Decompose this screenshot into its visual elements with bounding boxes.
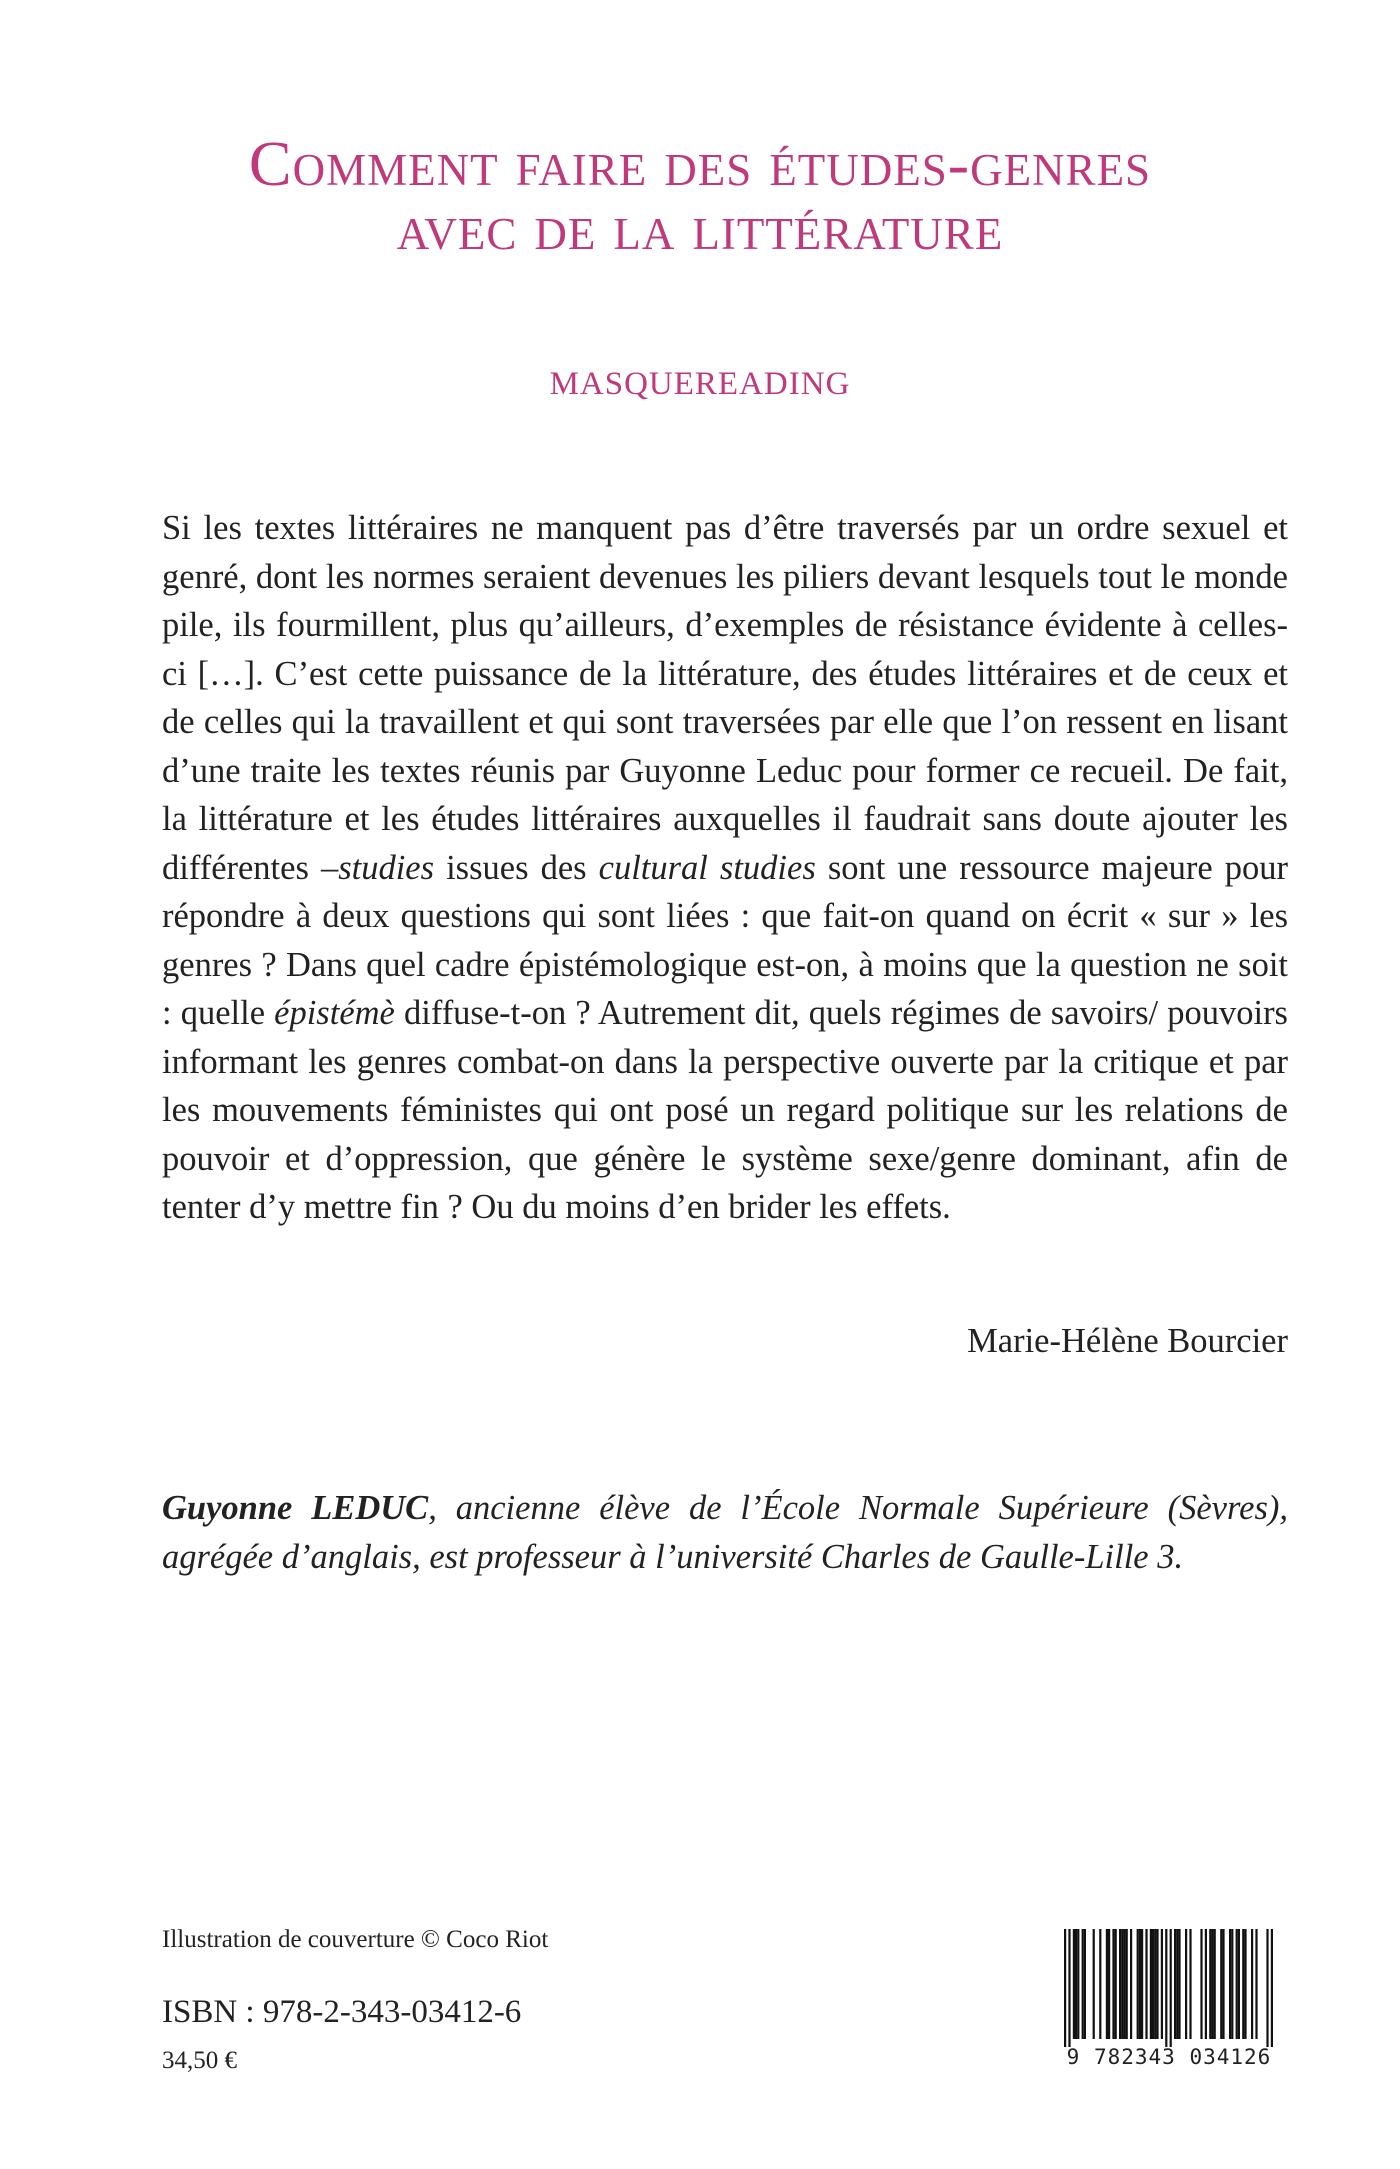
barcode-bar bbox=[1073, 1929, 1075, 2039]
barcode-bar bbox=[1068, 1929, 1070, 2047]
illustration-credit: Illustration de couverture © Coco Riot bbox=[162, 1926, 549, 1953]
barcode bbox=[1044, 1929, 1294, 2074]
barcode-bar bbox=[1064, 1929, 1066, 2047]
barcode-bar bbox=[1141, 1929, 1143, 2039]
barcode-bar bbox=[1211, 1929, 1213, 2039]
barcode-bar bbox=[1123, 1929, 1125, 2039]
barcode-bar bbox=[1170, 1929, 1172, 2047]
barcode-bar bbox=[1229, 1929, 1231, 2039]
author-bio bbox=[162, 1484, 1288, 1581]
barcode-bar bbox=[1145, 1929, 1147, 2039]
barcode-bar bbox=[1236, 1929, 1238, 2039]
barcode-bar bbox=[1084, 1929, 1086, 2039]
barcode-bar bbox=[1093, 1929, 1095, 2039]
barcode-bar bbox=[1220, 1929, 1222, 2039]
barcode-bar bbox=[1242, 1929, 1244, 2039]
barcode-bar bbox=[1130, 1929, 1132, 2039]
blurb-text bbox=[162, 504, 1288, 1232]
barcode-bar bbox=[1238, 1929, 1240, 2039]
barcode-bar bbox=[1150, 1929, 1152, 2039]
barcode-bar bbox=[1126, 1929, 1128, 2039]
price: 34,50 € bbox=[162, 2047, 237, 2074]
barcode-bar bbox=[1189, 1929, 1191, 2039]
blurb-signature: Marie-Hélène Bourcier bbox=[967, 1322, 1288, 1360]
blurb-part-2: issues des bbox=[434, 848, 599, 887]
author-name: Guyonne LEDUC bbox=[162, 1489, 429, 1527]
barcode-bar bbox=[1161, 1929, 1163, 2039]
barcode-bar bbox=[1205, 1929, 1207, 2039]
barcode-bar bbox=[1112, 1929, 1114, 2039]
barcode-bar bbox=[1185, 1929, 1187, 2039]
barcode-bar bbox=[1178, 1929, 1180, 2039]
barcode-bar bbox=[1200, 1929, 1202, 2039]
barcode-bar bbox=[1115, 1929, 1117, 2039]
blurb-part-4: diffuse-t-on ? Autrement dit, quels régimes de savoirs/ pouvoirs informant les genres combat-on dans la perspective ouverte par la critique et par les mouvements féministes qui ont posé un regard politique sur les relations de pouvoir et d’oppression, que génère le système sexe/genre dominant, afin de tenter d’y mettre fin ? Ou du moins d’en brider les effets. bbox=[162, 994, 1288, 1226]
isbn: ISBN : 978-2-343-03412-6 bbox=[162, 1994, 522, 2030]
barcode-bar bbox=[1156, 1929, 1158, 2039]
barcode-bar bbox=[1121, 1929, 1123, 2039]
barcode-bar bbox=[1137, 1929, 1139, 2039]
barcode-bar bbox=[1082, 1929, 1084, 2039]
barcode-bar bbox=[1108, 1929, 1110, 2039]
barcode-bar bbox=[1075, 1929, 1077, 2039]
barcode-bar bbox=[1209, 1929, 1211, 2039]
book-subtitle: MASQUEREADING bbox=[549, 366, 851, 402]
book-title-line-2: avec de la littérature bbox=[396, 192, 1004, 263]
barcode-digits: 9 782343 034126 bbox=[1066, 2045, 1272, 2069]
barcode-bar bbox=[1214, 1929, 1216, 2039]
blurb-italic-3: épistémè bbox=[274, 994, 395, 1032]
barcode-bar bbox=[1165, 1929, 1167, 2047]
blurb-part-1: Si les textes littéraires ne manquent pas d’être traversés par un ordre sexuel et genré, dont les normes seraient devenues les piliers devant lesquels tout le monde pile, ils fourmillent, plus qu’ailleurs, d’exemples de résistance évidente à celles-ci […]. C’est cette puissance de la littérature, des études littéraires et de ceux et de celles qui la travaillent et qui sont traversées par elle que l’on ressent en lisant d’une traite les textes réunis par Guyonne Leduc pour former ce recueil. De fait, la littérature et les études littéraires auxquelles il faudrait sans doute ajouter les différentes bbox=[162, 509, 1288, 887]
barcode-bar bbox=[1154, 1929, 1156, 2039]
barcode-bars bbox=[1044, 1929, 1294, 2047]
book-title bbox=[100, 128, 1300, 263]
barcode-bar bbox=[1119, 1929, 1121, 2039]
barcode-bar bbox=[1251, 1929, 1253, 2039]
barcode-bar bbox=[1152, 1929, 1154, 2039]
blurb-part-3: sont une ressource majeure pour répondre à deux questions qui sont liées : que fait-on quand on écrit « sur » les genres ? Dans quel cadre épistémologique est-on, à moins que la question ne soit : quelle bbox=[162, 848, 1288, 1032]
blurb-italic-2: cultural studies bbox=[598, 848, 816, 887]
barcode-bar bbox=[1176, 1929, 1178, 2039]
barcode-bar bbox=[1222, 1929, 1224, 2039]
barcode-bar bbox=[1266, 1929, 1268, 2047]
barcode-bar bbox=[1099, 1929, 1101, 2039]
blurb-italic-1: –studies bbox=[320, 848, 435, 887]
barcode-bar bbox=[1106, 1929, 1108, 2039]
barcode-bar bbox=[1271, 1929, 1273, 2047]
barcode-bar bbox=[1174, 1929, 1176, 2039]
barcode-bar bbox=[1077, 1929, 1079, 2039]
barcode-bar bbox=[1139, 1929, 1141, 2039]
barcode-bar bbox=[1255, 1929, 1257, 2039]
barcode-bar bbox=[1231, 1929, 1233, 2039]
barcode-bar bbox=[1244, 1929, 1246, 2039]
book-title-line-1: Comment faire des études-genres bbox=[248, 128, 1152, 199]
author-bio-text: , ancienne élève de l’École Normale Supérieure (Sèvres), agrégée d’anglais, est professeur à l’université Charles de Gaulle-Lille 3. bbox=[162, 1489, 1288, 1576]
